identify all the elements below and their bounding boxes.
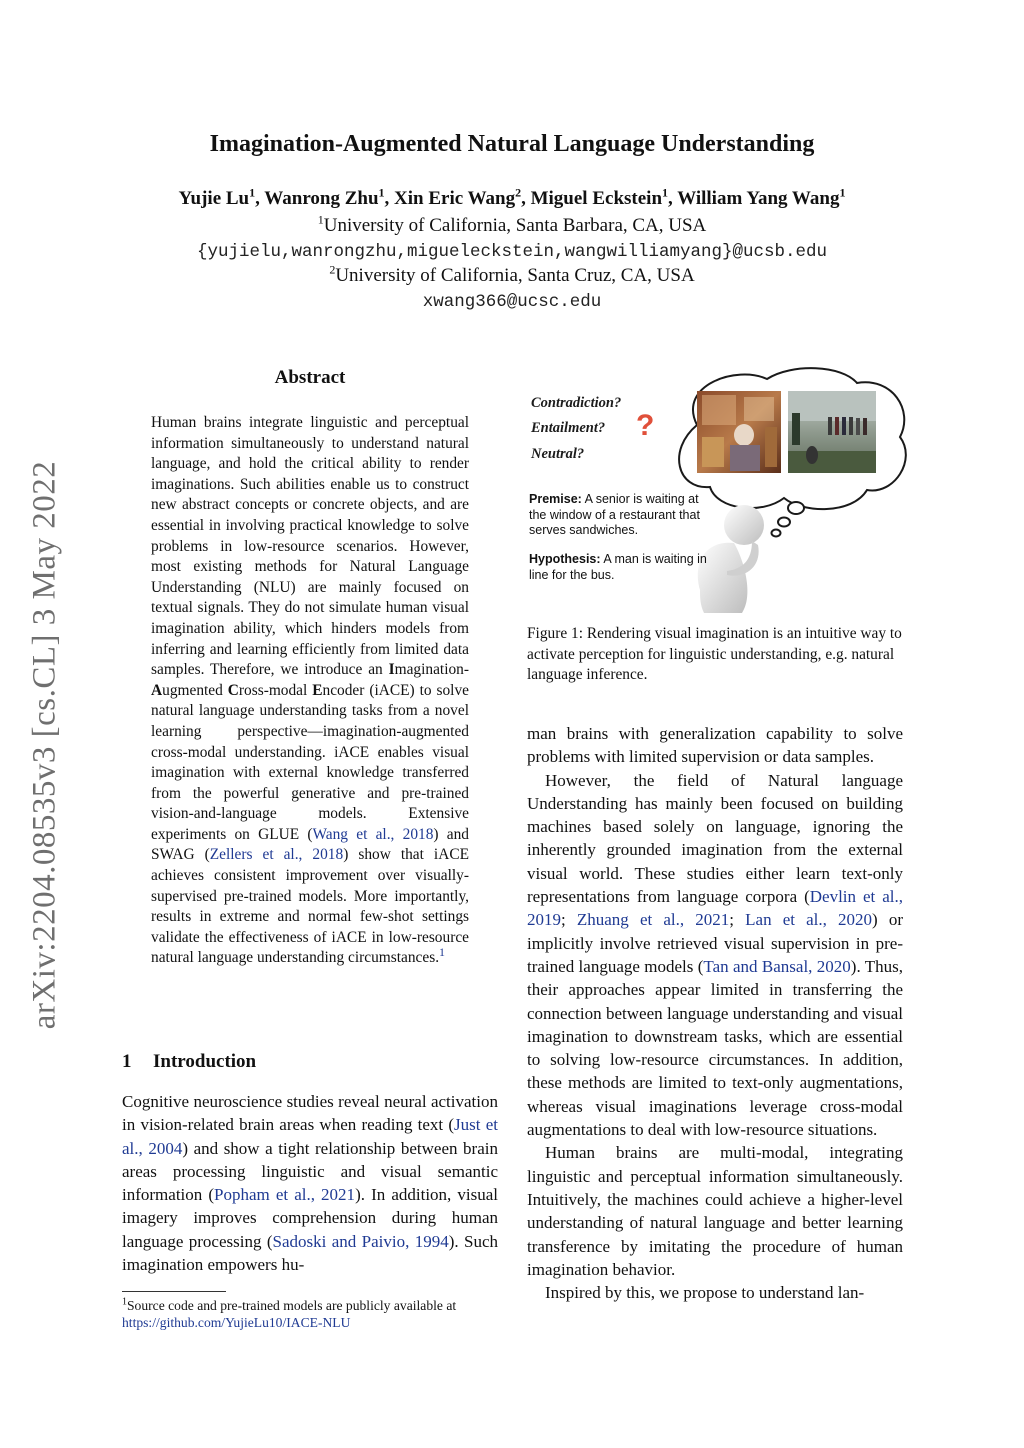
name-initial: A <box>151 681 163 699</box>
footnote <box>122 1297 498 1331</box>
introduction-paragraph <box>122 1090 498 1276</box>
author-name: Xin Eric Wang <box>394 188 516 209</box>
label-contradiction: Contradiction? <box>531 395 622 411</box>
name-initial: I <box>388 661 395 679</box>
separator: ; <box>729 910 746 930</box>
abstract-text-3: ) and SWAG ( <box>151 825 469 864</box>
figure-1-caption: Figure 1: Rendering visual imagination is an intuitive way to activate perception for linguistic understanding, e.g. natural language inference. <box>527 625 902 684</box>
citation-link[interactable]: Lan et al., 2020 <box>745 910 873 930</box>
citation-link[interactable]: Zellers et al., 2018 <box>209 846 344 864</box>
paragraph-continuation: man brains with generalization capability to solve problems with limited supervision or data samples. <box>527 724 903 767</box>
name-part: ncoder <box>322 681 365 699</box>
abstract-text-2: (iACE) to solve natural language understanding tasks from a novel learning perspective—imagination-augmented cross-modal understanding. iACE enables visual imagination with external knowledge transferred from the powerful generative and pre-trained vision-and-language models. Extensive experiments on GLUE ( <box>151 681 469 843</box>
repository-link[interactable]: https://github.com/YujieLu10/IACE-NLU <box>122 1315 351 1330</box>
paragraph-multimodal: Human brains are multi-modal, integrating linguistic and perceptual information simultaneously. Intuitively, the machines could achieve a higher-level understanding of natural language and better learning transference by imitating the procedure of human imagination behavior. <box>527 1143 903 1279</box>
premise-sentence: A senior is waiting at the window of a restaurant that serves sandwiches. <box>529 492 700 537</box>
arxiv-identifier: arXiv:2204.08535v3 [cs.CL] 3 May 2022 <box>26 460 63 1030</box>
footnote-mark: 1 <box>122 1296 127 1308</box>
author-list <box>0 185 1024 210</box>
right-column-body <box>527 722 903 1304</box>
footnote-divider <box>122 1291 226 1292</box>
author-separator: , <box>384 188 395 209</box>
section-title: Introduction <box>153 1051 257 1072</box>
intro-text: ) and show a tight relationship between brain areas processing linguistic and visual semantic information ( <box>122 1138 498 1205</box>
name-initial: C <box>227 681 239 699</box>
author-separator: , <box>255 188 265 209</box>
section-heading-introduction <box>122 1051 256 1073</box>
citation-link[interactable]: Devlin et al., 2019 <box>527 887 903 930</box>
affiliation-1-email: {yujielu,wanrongzhu,migueleckstein,wangwilliamyang}@ucsb.edu <box>196 242 828 262</box>
author-affiliation-mark: 1 <box>378 185 385 200</box>
author-separator: , <box>521 188 531 209</box>
name-part: ross-modal <box>238 681 313 699</box>
paragraph-proposal: Inspired by this, we propose to understand lan- <box>545 1283 865 1303</box>
paragraph-text: ) or implicitly involve retrieved visual supervision in pre-trained language models ( <box>527 910 903 976</box>
citation-link[interactable]: Wang et al., 2018 <box>312 825 434 843</box>
figure-1 <box>522 365 910 615</box>
name-part: ugmented <box>162 681 228 699</box>
affiliation-2-email: xwang366@ucsc.edu <box>422 292 602 312</box>
intro-text: ). In addition, visual imagery improves comprehension during human language processing ( <box>122 1185 498 1251</box>
paragraph-text: However, the field of Natural language Understanding has mainly been focused on building machines based solely on language, ignoring the inherently grounded imagination from the external visual world. These studies either learn text-only representations from language corpora ( <box>527 770 903 907</box>
hypothesis-text <box>529 552 714 583</box>
author-affiliation-mark: 2 <box>515 185 522 200</box>
citation-link[interactable]: Zhuang et al., 2021 <box>576 910 730 930</box>
citation-link[interactable]: Sadoski and Paivio, 1994 <box>272 1231 449 1251</box>
name-part: magination- <box>394 661 469 679</box>
paper-title: Imagination-Augmented Natural Language Understanding <box>209 131 815 157</box>
footnote-text: Source code and pre-trained models are publicly available at <box>127 1298 457 1313</box>
affiliation-2-name: University of California, Santa Cruz, CA, USA <box>335 265 695 286</box>
author-name: Wanrong Zhu <box>264 188 379 209</box>
hypothesis-label: Hypothesis: <box>529 552 601 566</box>
footnote-link[interactable]: 1 <box>439 945 446 960</box>
author-affiliation-mark: 1 <box>249 185 256 200</box>
citation-link[interactable]: Just et al., 2004 <box>122 1115 498 1158</box>
hypothesis-sentence: A man is waiting in line for the bus. <box>529 552 707 582</box>
question-mark-icon: ? <box>636 409 655 442</box>
section-number: 1 <box>122 1051 132 1072</box>
author-affiliation-mark: 1 <box>662 185 669 200</box>
affiliation-1 <box>0 212 1024 237</box>
abstract-text-1: Human brains integrate linguistic and perceptual information simultaneously to understand natural language, and hold the critical ability to render imaginations. Such abilities enable us to construct new abstract concepts or concrete objects, and are essential in involving practical knowledge to solve problems in low-resource scenarios. However, most existing methods for Natural Language Understanding (NLU) are mainly focused on textual signals. They do not simulate human visual imagination ability, which hinders models from inferring and learning efficiently from limited data samples. Therefore, we introduce an <box>151 414 469 679</box>
citation-link[interactable]: Popham et al., 2021 <box>214 1185 356 1205</box>
author-name: Yujie Lu <box>178 188 250 209</box>
author-name: Miguel Eckstein <box>530 188 663 209</box>
intro-text: ). Such imagination empowers hu- <box>122 1231 498 1275</box>
author-affiliation-mark: 1 <box>839 185 846 200</box>
name-initial: E <box>312 681 323 699</box>
premise-label: Premise: <box>529 492 582 506</box>
separator: ; <box>561 910 577 930</box>
affiliation-2 <box>0 262 1024 287</box>
label-neutral: Neutral? <box>531 446 585 462</box>
abstract-text-4: ) show that iACE achieves consistent improvement over visually-supervised pre-trained models. More importantly, results in extreme and normal few-shot settings validate the effectiveness of iACE in low-resource natural language understanding circumstances. <box>151 846 469 967</box>
author-separator: , <box>668 188 678 209</box>
hypothesis-image <box>788 391 876 473</box>
citation-link[interactable]: Tan and Bansal, 2020 <box>703 956 851 976</box>
premise-image <box>697 391 781 473</box>
author-name: William Yang Wang <box>677 188 840 209</box>
intro-text: Cognitive neuroscience studies reveal neural activation in vision-related brain areas when reading text ( <box>122 1092 498 1135</box>
paragraph-text: ). Thus, their approaches appear limited in transferring the connection between language understanding and visual imagination to downstream tasks, which are essential to solving low-resource circumstances. In addition, these methods are limited to text-only augmentations, whereas visual imaginations leverage cross-modal augmentations to deal with low-resource situations. <box>527 956 904 1140</box>
affiliation-1-name: University of California, Santa Barbara, CA, USA <box>323 215 707 236</box>
label-entailment: Entailment? <box>531 420 606 436</box>
affiliation-2-mark: 2 <box>329 262 336 277</box>
paragraph-related-work <box>527 769 903 1142</box>
abstract-heading: Abstract <box>274 367 346 388</box>
affiliation-1-mark: 1 <box>317 212 324 227</box>
abstract-body <box>151 413 469 969</box>
premise-text <box>529 492 714 539</box>
